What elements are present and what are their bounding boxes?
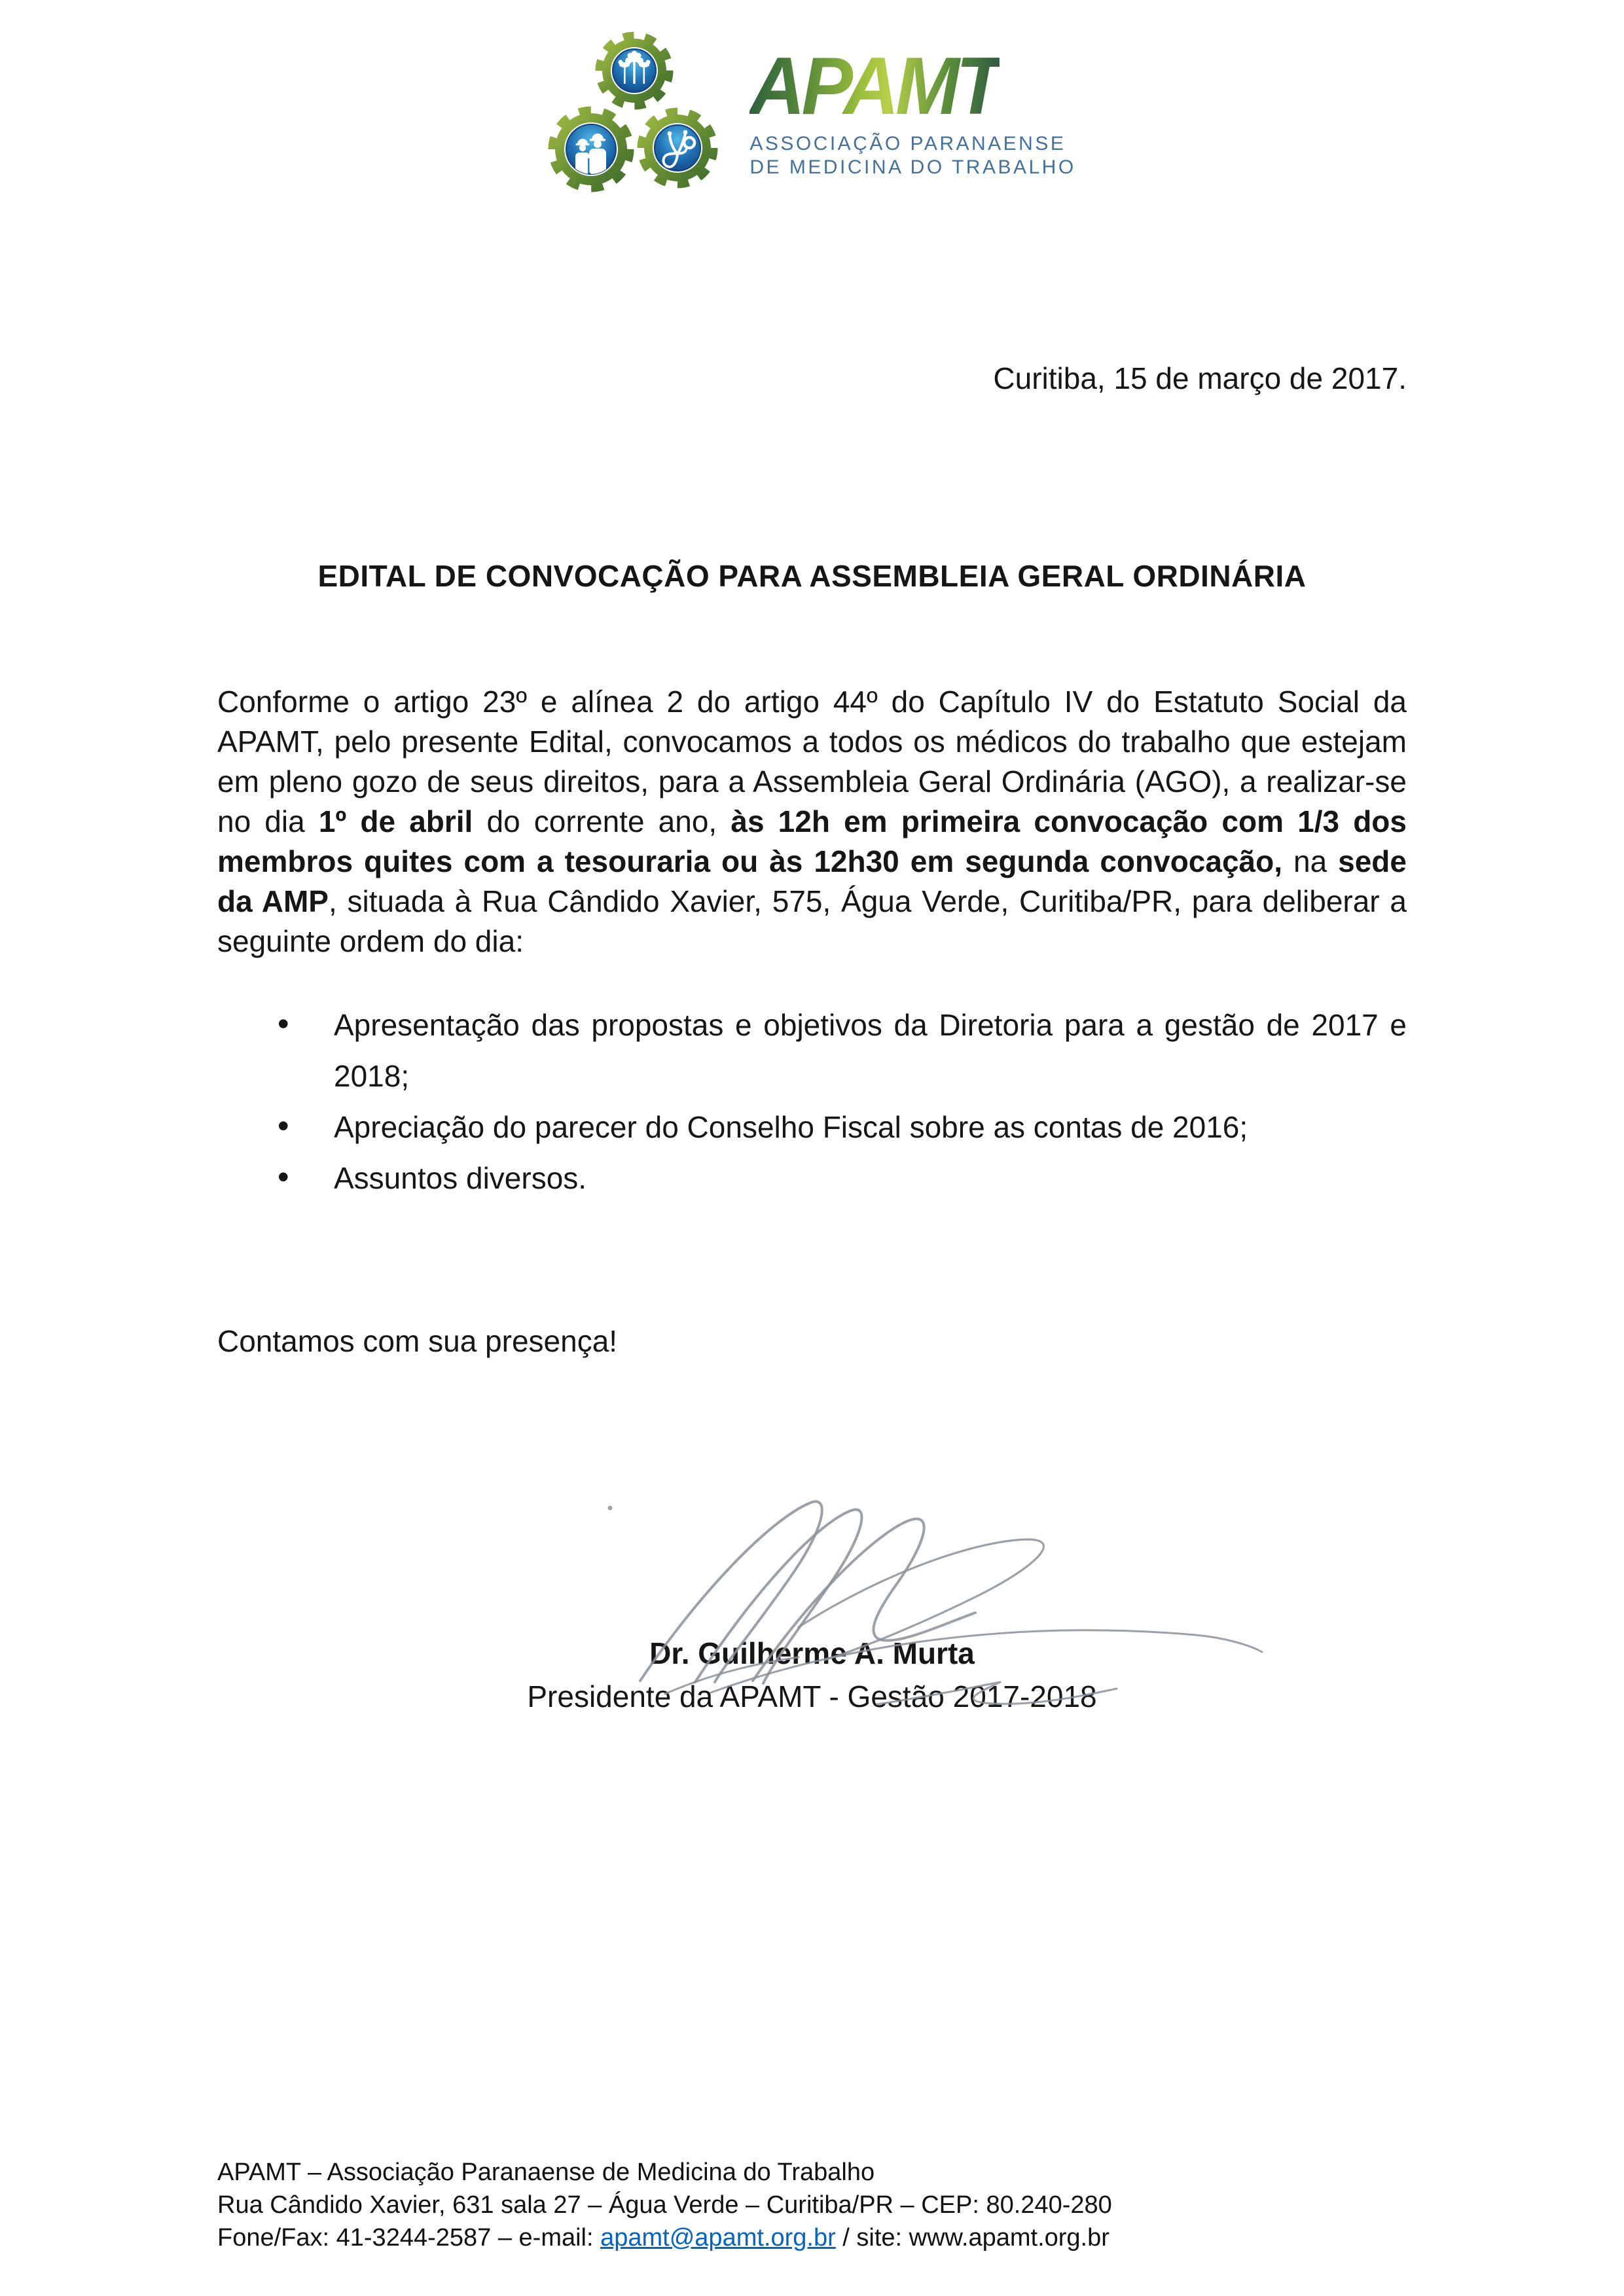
paragraph-segment: sede da AMP bbox=[217, 844, 1407, 918]
paragraph-segment: Conforme o artigo 23º e alínea 2 do artigo 44º do Capítulo IV do Estatuto Social da APAMT, pelo presente Edital, convocamos a todos os médicos do trabalho que estejam em pleno gozo de seus direitos, para a Assembleia Geral Ordinária (AGO), a realizar-se no dia bbox=[217, 685, 1407, 838]
body-paragraph bbox=[217, 682, 1407, 961]
agenda-list bbox=[217, 999, 1407, 1204]
gears-logo-icon bbox=[548, 30, 719, 194]
logo-tagline bbox=[749, 132, 1075, 179]
paragraph-segment: do corrente ano, bbox=[473, 804, 731, 838]
tagline-line-2: DE MEDICINA DO TRABALHO bbox=[749, 156, 1076, 178]
signer-role: Presidente da APAMT - Gestão 2017-2018 bbox=[527, 1679, 1097, 1713]
email-link[interactable]: apamt@apamt.org.br bbox=[600, 2224, 836, 2251]
tagline-line-1: ASSOCIAÇÃO PARANAENSE bbox=[749, 133, 1066, 154]
paragraph-segment: , situada à Rua Cândido Xavier, 575, Água Verde, Curitiba/PR, para deliberar a seguinte ordem do dia: bbox=[217, 884, 1407, 958]
paragraph-segment: às 12h em primeira convocação com 1/3 dos membros quites com a tesouraria ou às 12h30 em segunda convocação, bbox=[217, 804, 1407, 878]
footer-line-2: Rua Cândido Xavier, 631 sala 27 – Água Verde – Curitiba/PR – CEP: 80.240-280 bbox=[217, 2191, 1112, 2219]
workers-gear-icon bbox=[553, 111, 629, 187]
agenda-item: • Assuntos diversos. bbox=[217, 1153, 1407, 1204]
stethoscope-gear-icon bbox=[642, 113, 713, 183]
footer-contact-prefix: Fone/Fax: 41-3244-2587 – e-mail: bbox=[217, 2224, 601, 2251]
paragraph-segment: 1º de abril bbox=[318, 804, 473, 838]
logo-text bbox=[749, 30, 1075, 179]
document-title: EDITAL DE CONVOCAÇÃO PARA ASSEMBLEIA GERAL ORDINÁRIA bbox=[317, 559, 1307, 593]
footer-contact-suffix: / site: www.apamt.org.br bbox=[835, 2224, 1110, 2251]
footer-line-1: APAMT – Associação Paranaense de Medicina do Trabalho bbox=[217, 2159, 875, 2186]
trees-gear-icon bbox=[600, 37, 668, 105]
agenda-item: • Apresentação das propostas e objetivos da Diretoria para a gestão de 2017 e 2018; bbox=[217, 999, 1407, 1102]
paragraph-segment: na bbox=[1282, 844, 1339, 878]
apamt-logo bbox=[0, 0, 1624, 198]
signer-name: Dr. Guilherme A. Murta bbox=[649, 1636, 975, 1670]
footer-line-3 bbox=[217, 2221, 1112, 2254]
signature-block bbox=[217, 1486, 1407, 1767]
date-line: Curitiba, 15 de março de 2017. bbox=[993, 361, 1407, 395]
agenda-item: • Apreciação do parecer do Conselho Fiscal sobre as contas de 2016; bbox=[217, 1102, 1407, 1153]
letterhead-footer bbox=[217, 2156, 1112, 2254]
brand-wordmark: APAMT bbox=[749, 41, 1000, 132]
closing-line: Contamos com sua presença! bbox=[217, 1324, 618, 1358]
